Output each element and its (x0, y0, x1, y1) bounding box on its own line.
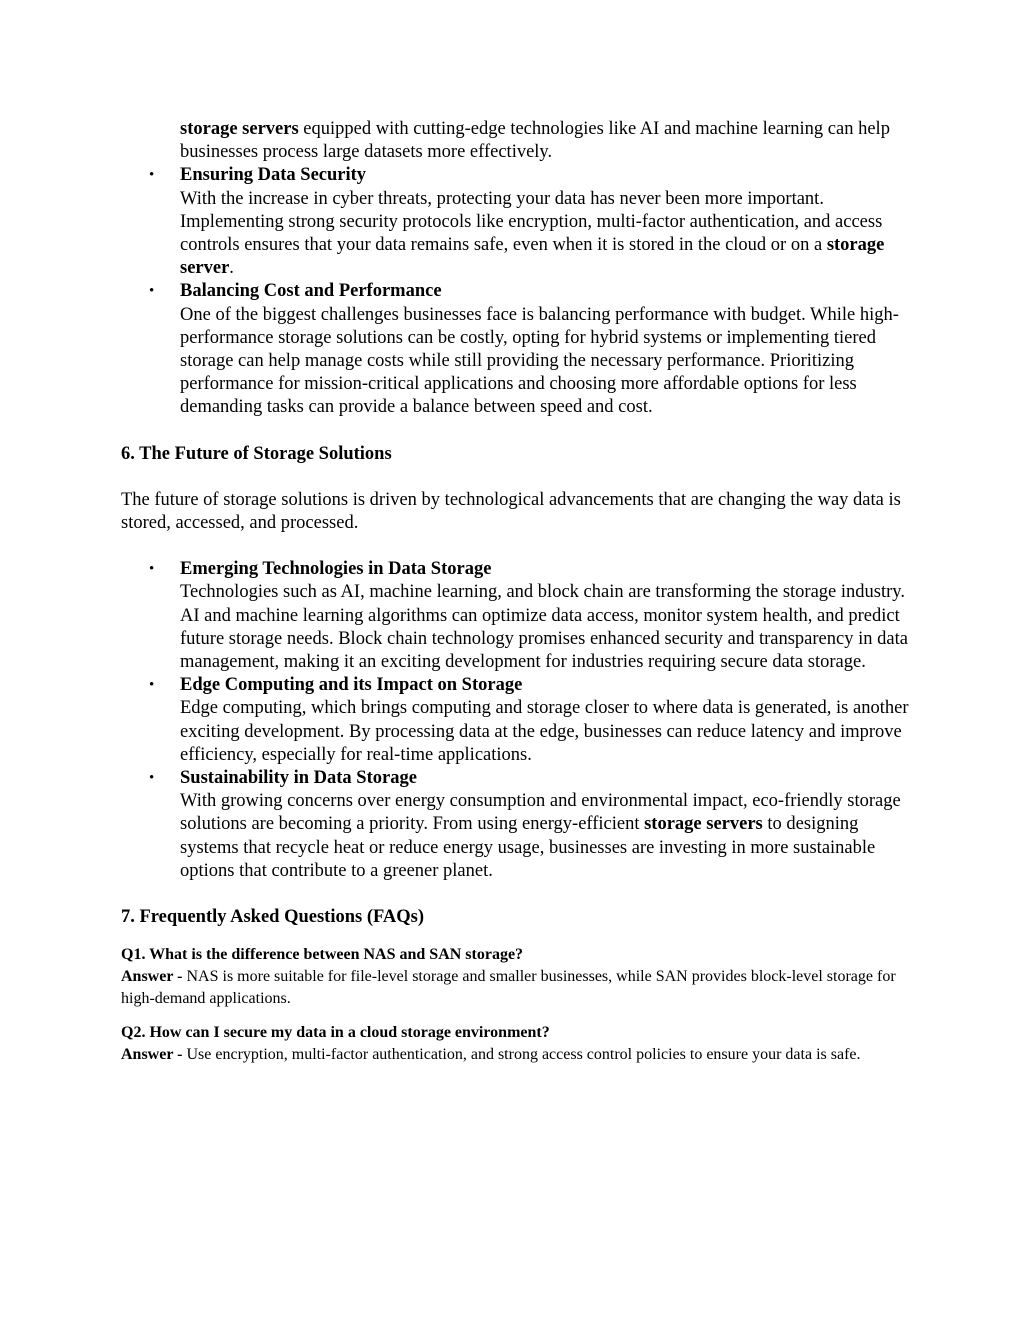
list-item-text: With the increase in cyber threats, protecting your data has never been more important. Implementing strong security protocols like encryption, multi-factor authentication, and access controls ensures that your data remains safe, even when it is stored in the cloud or on a (180, 188, 883, 256)
list-item (121, 558, 914, 674)
bullet-icon: • (149, 167, 155, 184)
list-item-text: Edge computing, which brings computing and storage closer to where data is generated, is another exciting development. By processing data at the edge, businesses can reduce latency and improve efficiency, especially for real-time applications. (180, 698, 909, 765)
list-item (121, 164, 914, 280)
intro-bold: storage servers (180, 119, 299, 139)
bullet-list-challenges (121, 164, 914, 419)
bullet-list-future (121, 558, 914, 883)
list-item-bold: storage server (180, 235, 885, 279)
list-item-text: With growing concerns over energy consumption and environmental impact, eco-friendly storage solutions are becoming a priority. From using energy-efficient (180, 791, 901, 835)
faq-answer: Use encryption, multi-factor authentication, and strong access control policies to ensure your data is safe. (182, 1046, 861, 1064)
faq-answer-label: Answer - (121, 1046, 183, 1064)
list-item-text-after: . (229, 258, 234, 279)
list-item-text: One of the biggest challenges businesses face is balancing performance with budget. While high-performance storage solutions can be costly, opting for hybrid systems or implementing tiered storage can help manage costs while still providing the necessary performance. Prioritizing performance for mission-critical applications and choosing more affordable options for less demanding tasks can provide a balance between speed and cost. (180, 304, 899, 418)
list-item (121, 280, 914, 419)
list-item-title: Ensuring Data Security (180, 165, 367, 186)
faq-question: Q2. How can I secure my data in a cloud storage environment? (121, 1024, 550, 1042)
faq-item (121, 1022, 914, 1066)
intro-text: equipped with cutting-edge technologies like AI and machine learning can help businesses process large datasets more effectively. (180, 119, 890, 163)
section-heading-faqs: 7. Frequently Asked Questions (FAQs) (121, 907, 425, 928)
list-item (121, 674, 914, 767)
section-intro-future: The future of storage solutions is driven by technological advancements that are changing the way data is stored, accessed, and processed. (121, 489, 901, 534)
list-item-title: Edge Computing and its Impact on Storage (180, 675, 523, 696)
section-heading-future: 6. The Future of Storage Solutions (121, 443, 392, 464)
list-item-bold: storage servers (644, 814, 763, 835)
intro-continuation (121, 118, 914, 164)
bullet-icon: • (149, 770, 155, 787)
bullet-icon: • (149, 283, 155, 300)
faq-answer-label: Answer - (121, 968, 183, 986)
list-item-text: Technologies such as AI, machine learning, and block chain are transforming the storage industry. AI and machine learning algorithms can optimize data access, monitor system health, and predict future storage needs. Block chain technology promises enhanced security and transparency in data management, making it an exciting development for industries requiring secure data storage. (180, 582, 908, 673)
bullet-icon: • (149, 677, 155, 694)
faq-answer: NAS is more suitable for file-level storage and smaller businesses, while SAN provides block-level storage for high-demand applications. (121, 968, 896, 1008)
list-item-text-after: to designing systems that recycle heat or reduce energy usage, businesses are investing in more sustainable options that contribute to a greener planet. (180, 814, 876, 881)
bullet-icon: • (149, 561, 155, 578)
list-item-title: Balancing Cost and Performance (180, 281, 442, 302)
faq-item (121, 944, 914, 1010)
list-item (121, 767, 914, 883)
faq-question: Q1. What is the difference between NAS and SAN storage? (121, 946, 524, 964)
list-item-title: Emerging Technologies in Data Storage (180, 559, 492, 580)
list-item-title: Sustainability in Data Storage (180, 768, 417, 789)
